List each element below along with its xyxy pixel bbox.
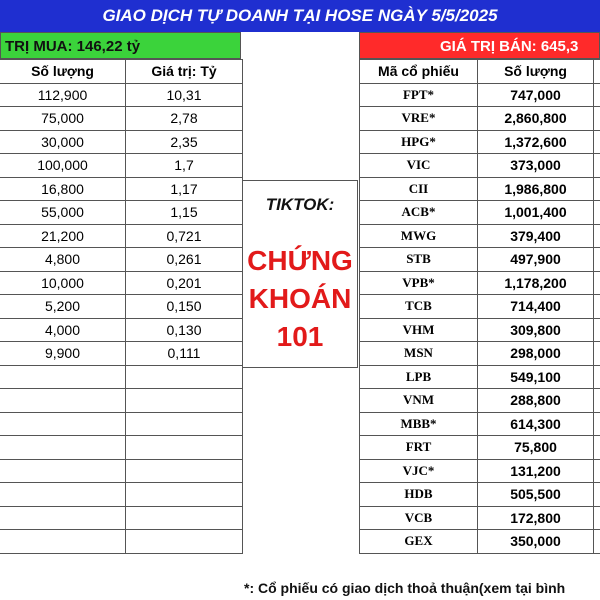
sell-code-cell: VCB xyxy=(360,506,478,530)
sell-code-cell: CII xyxy=(360,177,478,201)
sell-header-row xyxy=(360,60,600,84)
report-title: GIAO DỊCH TỰ DOANH TẠI HOSE NGÀY 5/5/2025 xyxy=(0,0,600,32)
buy-value-cell: 1,7 xyxy=(126,154,243,178)
sell-qty-cell: 373,000 xyxy=(478,154,594,178)
table-row xyxy=(0,248,243,272)
buy-value-cell: 0,130 xyxy=(126,318,243,342)
sell-extra-cell xyxy=(594,271,600,295)
buy-qty-cell: 5,200 xyxy=(0,295,126,319)
sell-code-cell: ACB* xyxy=(360,201,478,225)
table-row xyxy=(360,365,600,389)
table-row xyxy=(360,83,600,107)
sell-code-cell: VIC xyxy=(360,154,478,178)
table-row xyxy=(360,154,600,178)
sell-qty-cell: 1,372,600 xyxy=(478,130,594,154)
empty-cell xyxy=(126,483,243,507)
sell-extra-cell xyxy=(594,506,600,530)
sell-qty-header: Số lượng xyxy=(478,60,594,84)
sell-extra-cell xyxy=(594,83,600,107)
empty-cell xyxy=(126,506,243,530)
sell-code-cell: MWG xyxy=(360,224,478,248)
buy-qty-cell: 9,900 xyxy=(0,342,126,366)
buy-value-cell: 2,35 xyxy=(126,130,243,154)
sell-code-cell: HDB xyxy=(360,483,478,507)
sell-qty-cell: 288,800 xyxy=(478,389,594,413)
table-row xyxy=(360,530,600,554)
buy-qty-cell: 21,200 xyxy=(0,224,126,248)
sell-qty-cell: 131,200 xyxy=(478,459,594,483)
promo-box xyxy=(242,180,358,368)
table-row xyxy=(360,107,600,131)
buy-value-cell: 0,201 xyxy=(126,271,243,295)
empty-cell xyxy=(126,389,243,413)
table-row xyxy=(360,295,600,319)
sell-extra-cell xyxy=(594,224,600,248)
table-row xyxy=(360,506,600,530)
sell-qty-cell: 379,400 xyxy=(478,224,594,248)
empty-row xyxy=(0,483,243,507)
sell-code-cell: VNM xyxy=(360,389,478,413)
sell-extra-cell xyxy=(594,177,600,201)
table-row xyxy=(360,483,600,507)
table-row xyxy=(0,177,243,201)
sell-qty-cell: 1,986,800 xyxy=(478,177,594,201)
table-row xyxy=(0,271,243,295)
sell-extra-cell xyxy=(594,412,600,436)
empty-cell xyxy=(0,436,126,460)
sell-code-cell: MSN xyxy=(360,342,478,366)
sell-qty-cell: 298,000 xyxy=(478,342,594,366)
sell-extra-cell xyxy=(594,295,600,319)
empty-cell xyxy=(126,530,243,554)
buy-value-cell: 0,150 xyxy=(126,295,243,319)
table-row xyxy=(0,295,243,319)
sell-code-cell: FRT xyxy=(360,436,478,460)
buy-qty-cell: 112,900 xyxy=(0,83,126,107)
table-row xyxy=(360,389,600,413)
sell-code-cell: VPB* xyxy=(360,271,478,295)
empty-cell xyxy=(126,365,243,389)
table-row xyxy=(360,459,600,483)
table-row xyxy=(360,224,600,248)
sell-extra-cell xyxy=(594,201,600,225)
table-row xyxy=(360,248,600,272)
sell-code-cell: MBB* xyxy=(360,412,478,436)
tiktok-label: TIKTOK: xyxy=(265,195,335,214)
buy-qty-cell: 30,000 xyxy=(0,130,126,154)
sell-extra-cell xyxy=(594,318,600,342)
empty-row xyxy=(0,506,243,530)
brand-line-2: KHOÁN xyxy=(248,283,352,314)
empty-cell xyxy=(126,436,243,460)
empty-row xyxy=(0,436,243,460)
empty-row xyxy=(0,389,243,413)
buy-table xyxy=(0,59,243,554)
sell-qty-cell: 714,400 xyxy=(478,295,594,319)
table-row xyxy=(360,436,600,460)
buy-header-row xyxy=(0,60,243,84)
sell-extra-cell xyxy=(594,248,600,272)
table-row xyxy=(0,83,243,107)
sell-extra-cell xyxy=(594,130,600,154)
table-row xyxy=(360,130,600,154)
empty-cell xyxy=(0,412,126,436)
sell-qty-cell: 172,800 xyxy=(478,506,594,530)
sell-table xyxy=(359,59,600,554)
table-row xyxy=(360,342,600,366)
buy-value-cell: 0,261 xyxy=(126,248,243,272)
buy-value-header: Giá trị: Tỷ xyxy=(126,60,243,84)
sell-code-cell: STB xyxy=(360,248,478,272)
sell-qty-cell: 614,300 xyxy=(478,412,594,436)
buy-qty-header: Số lượng xyxy=(0,60,126,84)
empty-cell xyxy=(0,530,126,554)
sell-extra-cell xyxy=(594,107,600,131)
buy-total-header: TRỊ MUA: 146,22 tỷ xyxy=(0,32,241,59)
empty-row xyxy=(0,412,243,436)
table-row xyxy=(0,201,243,225)
sell-extra-cell xyxy=(594,154,600,178)
sell-code-header: Mã cổ phiếu xyxy=(360,60,478,84)
brand-line-3: 101 xyxy=(276,321,324,352)
empty-row xyxy=(0,365,243,389)
empty-cell xyxy=(0,506,126,530)
table-row xyxy=(0,130,243,154)
sell-code-cell: GEX xyxy=(360,530,478,554)
sell-code-cell: VJC* xyxy=(360,459,478,483)
table-row xyxy=(360,318,600,342)
table-row xyxy=(0,342,243,366)
table-row xyxy=(0,318,243,342)
empty-cell xyxy=(0,459,126,483)
sell-extra-cell xyxy=(594,530,600,554)
sell-qty-cell: 1,001,400 xyxy=(478,201,594,225)
sell-code-cell: HPG* xyxy=(360,130,478,154)
buy-value-cell: 1,15 xyxy=(126,201,243,225)
sell-total-header: GIÁ TRỊ BÁN: 645,3 xyxy=(359,32,600,59)
sell-extra-cell xyxy=(594,459,600,483)
empty-cell xyxy=(0,483,126,507)
table-row xyxy=(360,412,600,436)
brand-line-1: CHỨNG xyxy=(247,245,353,276)
empty-row xyxy=(0,530,243,554)
empty-cell xyxy=(126,459,243,483)
buy-value-cell: 10,31 xyxy=(126,83,243,107)
sell-extra-cell xyxy=(594,365,600,389)
table-row xyxy=(0,107,243,131)
sell-extra-cell xyxy=(594,436,600,460)
table-row xyxy=(360,177,600,201)
buy-qty-cell: 75,000 xyxy=(0,107,126,131)
sell-extra-cell xyxy=(594,342,600,366)
buy-value-cell: 2,78 xyxy=(126,107,243,131)
table-row xyxy=(360,271,600,295)
empty-cell xyxy=(0,389,126,413)
sell-extra-header xyxy=(594,60,600,84)
empty-cell xyxy=(126,412,243,436)
footnote: *: Cổ phiếu có giao dịch thoả thuận(xem tại bình xyxy=(244,580,566,596)
sell-extra-cell xyxy=(594,389,600,413)
sell-qty-cell: 747,000 xyxy=(478,83,594,107)
buy-qty-cell: 10,000 xyxy=(0,271,126,295)
table-row xyxy=(0,224,243,248)
buy-qty-cell: 4,800 xyxy=(0,248,126,272)
sell-code-cell: VHM xyxy=(360,318,478,342)
sell-code-cell: FPT* xyxy=(360,83,478,107)
buy-value-cell: 0,111 xyxy=(126,342,243,366)
empty-row xyxy=(0,459,243,483)
table-row xyxy=(360,201,600,225)
sell-qty-cell: 549,100 xyxy=(478,365,594,389)
buy-qty-cell: 4,000 xyxy=(0,318,126,342)
sell-qty-cell: 75,800 xyxy=(478,436,594,460)
sell-qty-cell: 309,800 xyxy=(478,318,594,342)
sell-code-cell: LPB xyxy=(360,365,478,389)
buy-value-cell: 0,721 xyxy=(126,224,243,248)
buy-qty-cell: 100,000 xyxy=(0,154,126,178)
sell-code-cell: TCB xyxy=(360,295,478,319)
sell-qty-cell: 350,000 xyxy=(478,530,594,554)
sell-qty-cell: 2,860,800 xyxy=(478,107,594,131)
buy-value-cell: 1,17 xyxy=(126,177,243,201)
sell-code-cell: VRE* xyxy=(360,107,478,131)
sell-extra-cell xyxy=(594,483,600,507)
sell-qty-cell: 505,500 xyxy=(478,483,594,507)
sell-qty-cell: 1,178,200 xyxy=(478,271,594,295)
sell-qty-cell: 497,900 xyxy=(478,248,594,272)
empty-cell xyxy=(0,365,126,389)
buy-qty-cell: 55,000 xyxy=(0,201,126,225)
buy-qty-cell: 16,800 xyxy=(0,177,126,201)
table-row xyxy=(0,154,243,178)
